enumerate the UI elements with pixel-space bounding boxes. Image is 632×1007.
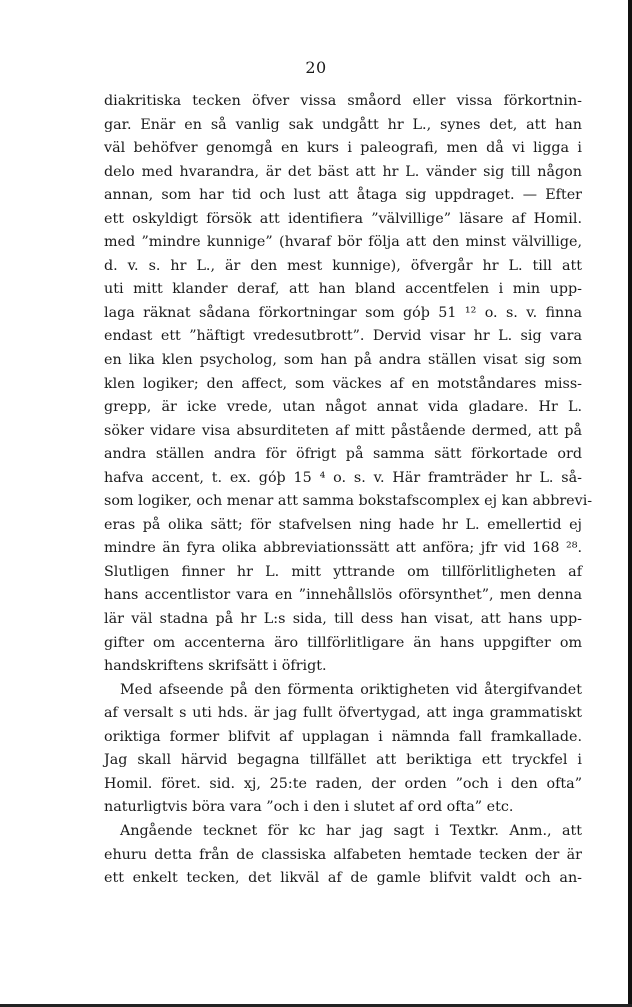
text-line: diakritiska tecken öfver vissa småord eller vissa förkortnin- bbox=[104, 93, 582, 109]
page-number: 20 bbox=[305, 58, 327, 77]
text-line: af versalt s uti hds. är jag fullt öfvertygad, att inga grammatiskt bbox=[104, 705, 582, 722]
scan-edge-right bbox=[628, 0, 632, 1007]
text-line: lär väl stadna på hr L:s sida, till dess han visat, att hans upp- bbox=[104, 611, 582, 628]
text-line: klen logiker; den affect, som väckes af en motståndares miss- bbox=[104, 375, 582, 392]
text-line: ehuru detta från de classiska alfabeten hemtade tecken der är bbox=[104, 846, 582, 863]
text-line: hans accentlistor vara en ”innehållslös oförsynthet”, men denna bbox=[104, 587, 582, 604]
text-line: hafva accent, t. ex. góþ 15 ⁴ o. s. v. Här framträder hr L. så- bbox=[104, 469, 582, 486]
text-line: grepp, är icke vrede, utan något annat vida gladare. Hr L. bbox=[104, 399, 582, 416]
text-line: ett enkelt tecken, det likväl af de gamle blifvit valdt och an- bbox=[104, 870, 582, 887]
text-line: Jag skall härvid begagna tillfället att beriktiga ett tryckfel i bbox=[104, 752, 582, 769]
text-line: gar. Enär en så vanlig sak undgått hr L., synes det, att han bbox=[104, 116, 582, 133]
text-line: med ”mindre kunnige” (hvaraf bör följa att den minst välvillige, bbox=[104, 234, 582, 251]
text-line: en lika klen psycholog, som han på andra ställen visat sig som bbox=[104, 352, 582, 369]
text-line: oriktiga former blifvit af upplagan i nämnda fall framkallade. bbox=[104, 728, 582, 745]
text-line: handskriftens skrifsätt i öfrigt. bbox=[104, 658, 327, 675]
text-line: gifter om accenterna äro tillförlitligare än hans uppgifter om bbox=[104, 634, 582, 651]
text-line: uti mitt klander deraf, att han bland accentfelen i min upp- bbox=[104, 281, 582, 298]
text-line: Homil. föret. sid. xj, 25:te raden, der orden ”och i den ofta” bbox=[104, 775, 582, 792]
text-line: endast ett ”häftigt vredesutbrott”. Dervid visar hr L. sig vara bbox=[104, 328, 582, 345]
text-line: mindre än fyra olika abbreviationssätt att anföra; jfr vid 168 ²⁸. bbox=[104, 540, 582, 557]
text-line: ett oskyldigt försök att identifiera ”välvillige” läsare af Homil. bbox=[104, 210, 582, 227]
text-line: delo med hvarandra, är det bäst att hr L. vänder sig till någon bbox=[104, 163, 582, 180]
text-line: söker vidare visa absurditeten af mitt påstående dermed, att på bbox=[104, 422, 582, 439]
text-line: Angående tecknet för kc har jag sagt i Textkr. Anm., att bbox=[120, 822, 582, 839]
text-line: andra ställen andra för öfrigt på samma sätt förkortade ord bbox=[104, 446, 582, 463]
text-line: naturligtvis böra vara ”och i den i slutet af ord ofta” etc. bbox=[104, 799, 514, 816]
text-line: annan, som har tid och lust att åtaga sig uppdraget. — Efter bbox=[104, 187, 582, 204]
text-line: d. v. s. hr L., är den mest kunnige), öfvergår hr L. till att bbox=[104, 257, 582, 274]
text-line: laga räknat sådana förkortningar som góþ 51 ¹² o. s. v. finna bbox=[104, 304, 582, 321]
text-line: eras på olika sätt; för stafvelsen ning hade hr L. emellertid ej bbox=[104, 516, 582, 533]
text-line: Med afseende på den förmenta oriktigheten vid återgifvandet bbox=[120, 681, 582, 698]
text-line: väl behöfver genomgå en kurs i paleografi, men då vi ligga i bbox=[104, 140, 582, 157]
text-line: som logiker, och menar att samma bokstafscomplex ej kan abbrevi- bbox=[104, 493, 593, 510]
text-line: Slutligen finner hr L. mitt yttrande om tillförlitligheten af bbox=[104, 563, 582, 580]
body-text bbox=[104, 90, 593, 891]
